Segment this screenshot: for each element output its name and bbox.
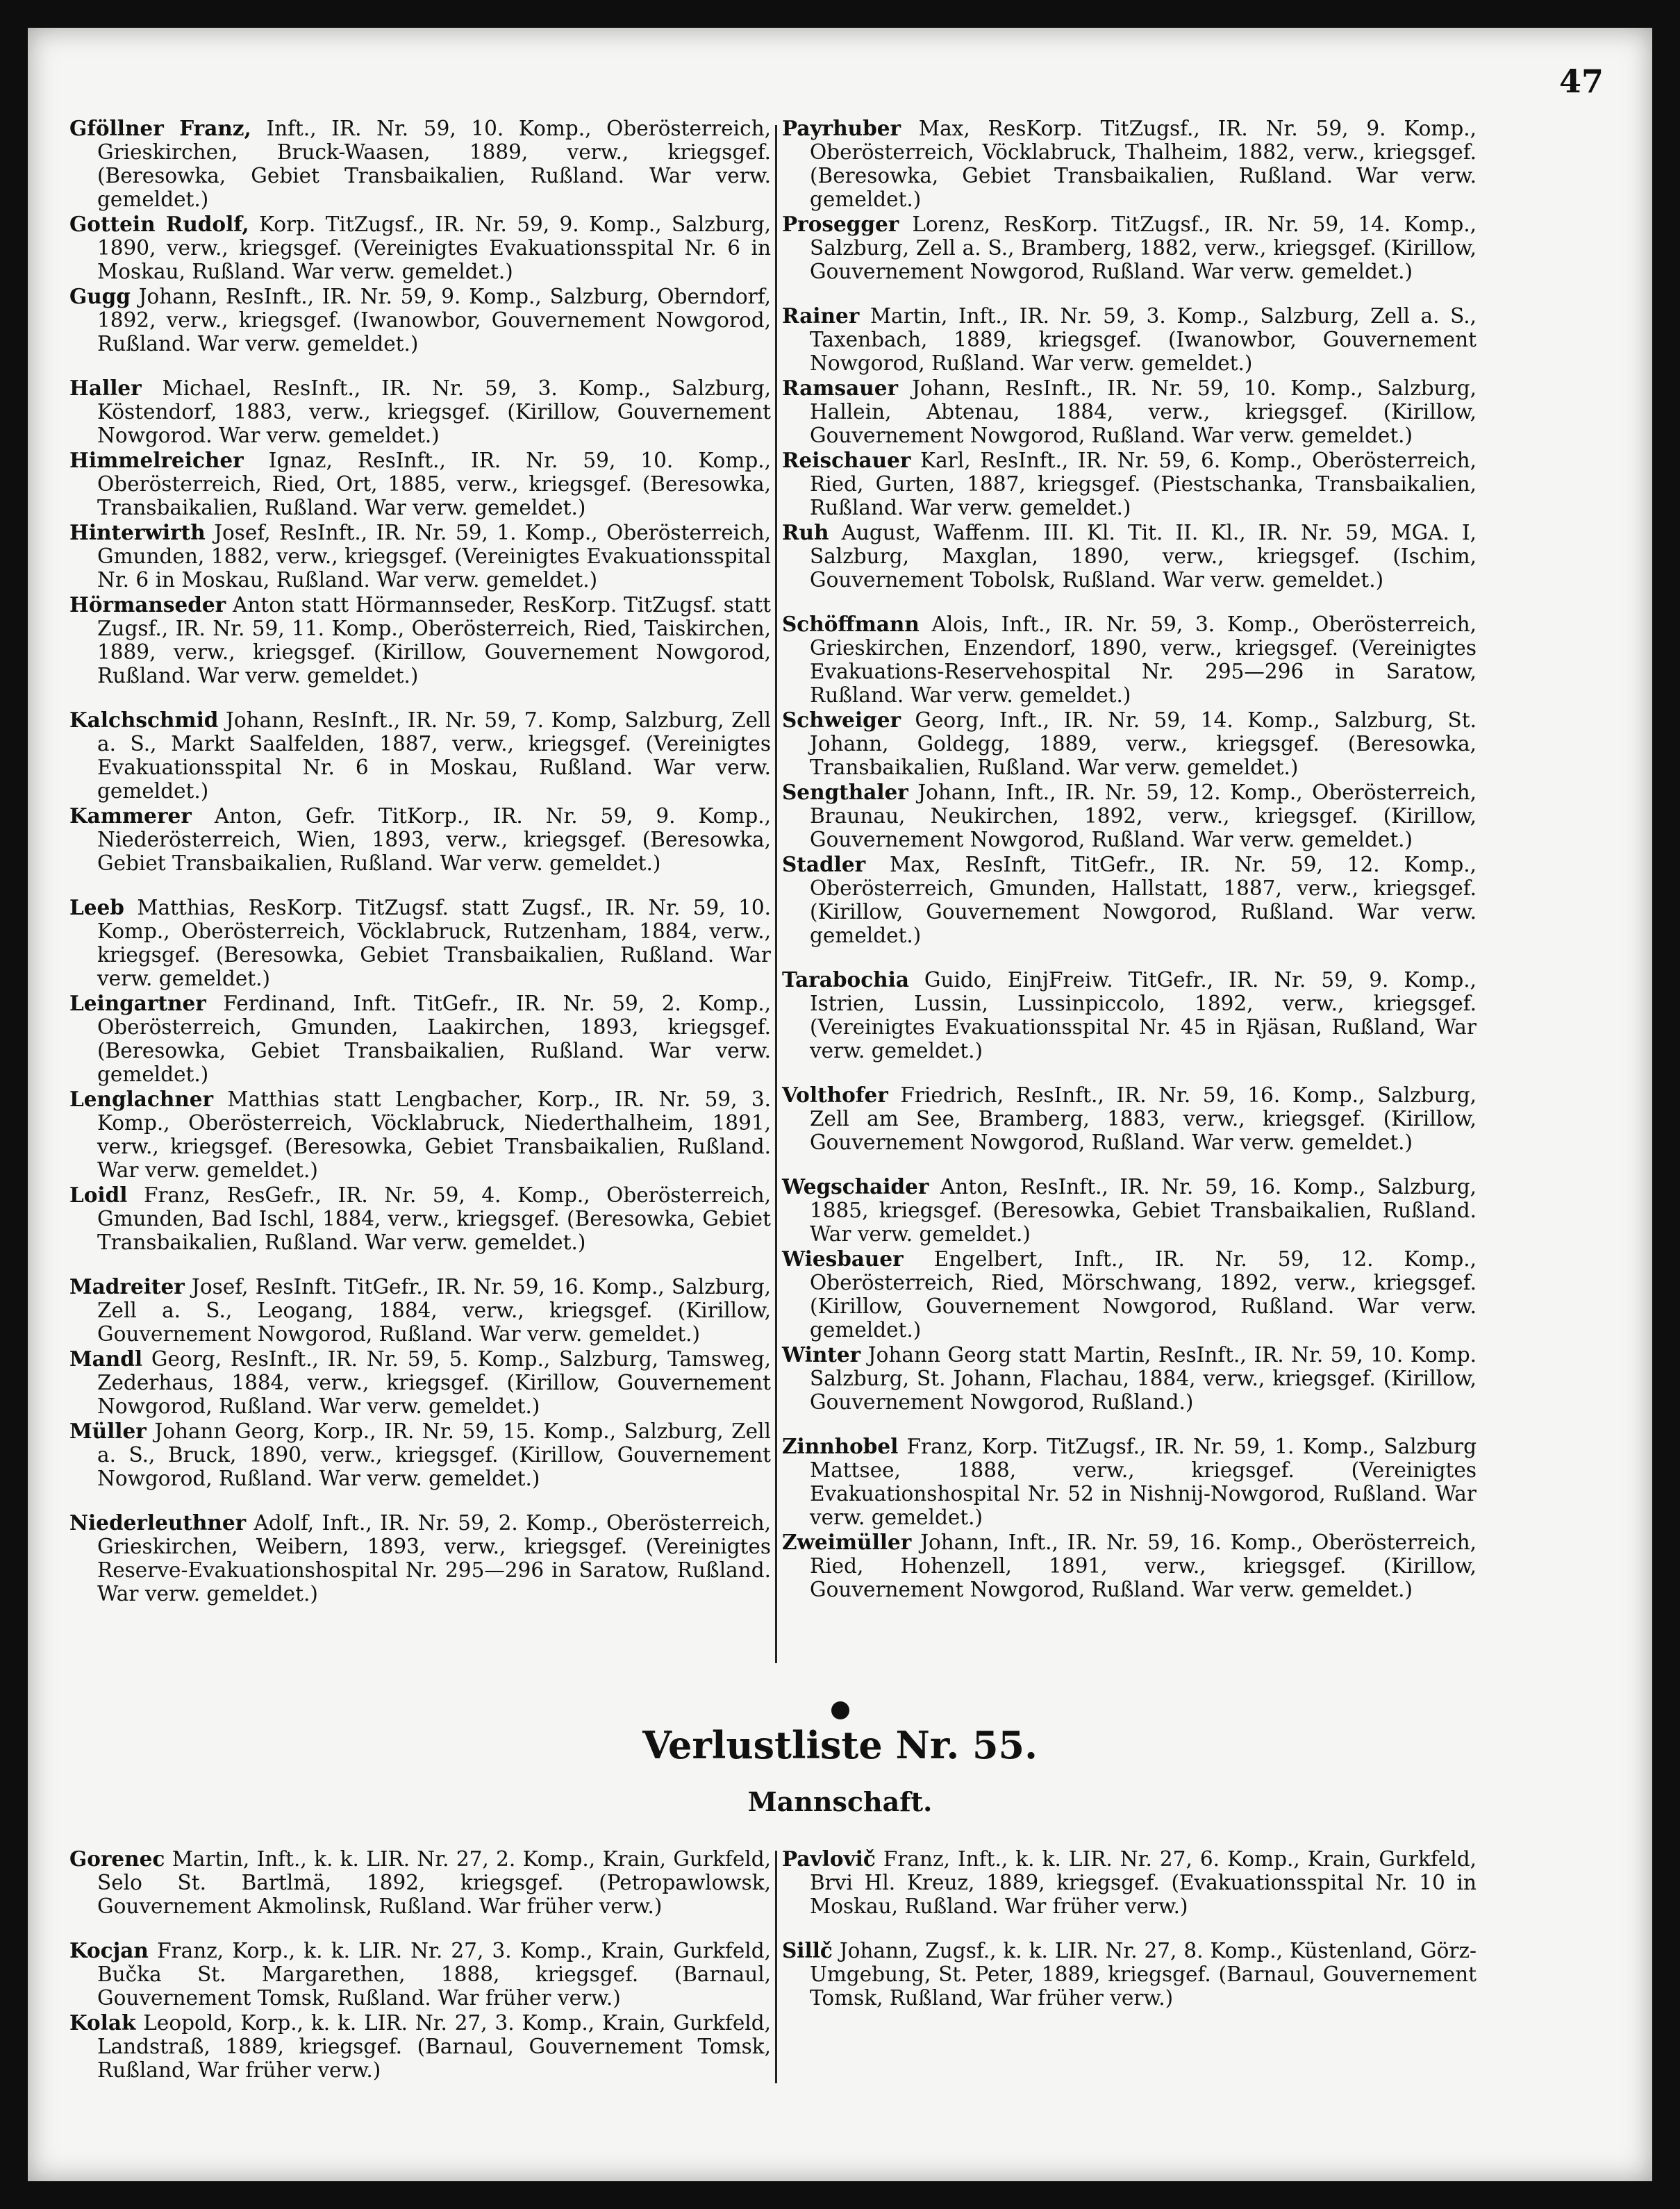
entry-details: Johann Georg statt Martin, ResInft., IR. Nr. 59, 10. Komp. Salzburg, St. Johann, Flachau, 1884, verw., kriegsgef. (Kirillow, Gouvernement Nowgorod, Rußland.) — [810, 1343, 1477, 1414]
entry-surname: Gottein Rudolf, — [69, 212, 249, 236]
casualty-entry — [782, 1847, 1477, 1918]
entry-details: Engelbert, Inft., IR. Nr. 59, 12. Komp., Oberösterreich, Ried, Mörschwang, 1892, verw., kriegsgef. (Kirillow, Gouvernement Nowgorod, Rußland. War verw. gemeldet.) — [810, 1247, 1477, 1342]
casualty-entry — [782, 304, 1477, 375]
entry-surname: Zinnhobel — [782, 1434, 899, 1458]
entry-surname: Haller — [69, 376, 142, 400]
page-number: 47 — [1558, 62, 1604, 100]
entry-surname: Hörmanseder — [69, 592, 226, 617]
entry-details: Max, ResInft, TitGefr., IR. Nr. 59, 12. Komp., Oberösterreich, Gmunden, Hallstatt, 1887, verw., kriegsgef. (Kirillow, Gouvernement Nowgorod, Rußland. War verw. gemeldet.) — [810, 853, 1477, 947]
casualty-entry — [69, 896, 771, 990]
entry-details: Michael, ResInft., IR. Nr. 59, 3. Komp., Salzburg, Köstendorf, 1883, verw., kriegsgef. (Kirillow, Gouvernement Nowgorod. War verw. gemeldet.) — [97, 376, 771, 447]
entry-surname: Zweimüller — [782, 1530, 912, 1554]
casualty-entry — [782, 376, 1477, 447]
entry-details: Josef, ResInft. TitGefr., IR. Nr. 59, 16. Komp., Salzburg, Zell a. S., Leogang, 1884, verw., kriegsgef. (Kirillow, Gouvernement Nowgorod, Rußland. War verw. gemeldet.) — [97, 1275, 771, 1346]
column-divider-2 — [775, 1851, 777, 2083]
right-column-2 — [782, 1847, 1477, 2011]
casualty-entry — [782, 1343, 1477, 1414]
entry-details: Max, ResKorp. TitZugsf., IR. Nr. 59, 9. Komp., Oberösterreich, Vöcklabruck, Thalheim, 1882, verw., kriegsgef. (Beresowka, Gebiet Transbaikalien, Rußland. War verw. gemeldet.) — [810, 117, 1477, 211]
casualty-entry — [782, 1083, 1477, 1154]
entry-surname: Ramsauer — [782, 376, 899, 400]
casualty-entry — [69, 1183, 771, 1254]
entry-details: Ferdinand, Inft. TitGefr., IR. Nr. 59, 2. Komp., Oberösterreich, Gmunden, Laakirchen, 1893, kriegsgef. (Beresowka, Gebiet Transbaikalien, Rußland. War verw. gemeldet.) — [97, 992, 771, 1086]
entry-surname: Winter — [782, 1342, 861, 1367]
casualty-entry — [782, 1247, 1477, 1342]
casualty-entry — [782, 1175, 1477, 1246]
casualty-entry — [782, 708, 1477, 779]
entry-details: Georg, Inft., IR. Nr. 59, 14. Komp., Salzburg, St. Johann, Goldegg, 1889, verw., kriegsgef. (Beresowka, Transbaikalien, Rußland. War verw. gemeldet.) — [810, 708, 1477, 779]
casualty-entry — [782, 449, 1477, 519]
casualty-entry — [69, 1347, 771, 1418]
entry-surname: Gugg — [69, 284, 131, 308]
entry-surname: Lenglachner — [69, 1087, 214, 1111]
entry-surname: Sillč — [782, 1938, 833, 1962]
casualty-entry — [69, 708, 771, 803]
casualty-entry — [782, 1531, 1477, 1601]
entry-surname: Gföllner Franz, — [69, 116, 251, 140]
entry-details: Johann Georg, Korp., IR. Nr. 59, 15. Komp., Salzburg, Zell a. S., Bruck, 1890, verw., kriegsgef. (Kirillow, Gouvernement Nowgorod, Rußland. War verw. gemeldet.) — [97, 1419, 771, 1490]
entry-surname: Leeb — [69, 895, 124, 919]
entry-details: Johann, ResInft., IR. Nr. 59, 9. Komp., Salzburg, Oberndorf, 1892, verw., kriegsgef. (Iwanowbor, Gouvernement Nowgorod, Rußland. War verw. gemeldet.) — [97, 285, 771, 356]
entry-details: Adolf, Inft., IR. Nr. 59, 2. Komp., Oberösterreich, Grieskirchen, Weibern, 1893, verw., kriegsgef. (Vereinigtes Reserve-Evakuationshospital Nr. 295—296 in Saratow, Rußland. War verw. gemeldet.) — [97, 1511, 771, 1606]
entry-details: Ignaz, ResInft., IR. Nr. 59, 10. Komp., Oberösterreich, Ried, Ort, 1885, verw., kriegsgef. (Beresowka, Transbaikalien, Rußland. War verw. gemeldet.) — [97, 449, 771, 519]
entry-surname: Prosegger — [782, 212, 899, 236]
casualty-entry — [69, 1511, 771, 1606]
entry-surname: Loidl — [69, 1183, 128, 1207]
entry-surname: Rainer — [782, 303, 860, 328]
casualty-entry — [69, 1939, 771, 2010]
entry-surname: Payrhuber — [782, 116, 901, 140]
casualty-entry — [782, 853, 1477, 947]
entry-details: Anton, ResInft., IR. Nr. 59, 16. Komp., Salzburg, 1885, kriegsgef. (Beresowka, Gebiet Transbaikalien, Rußland. War verw. gemeldet.) — [810, 1175, 1477, 1246]
left-column-2 — [69, 1847, 771, 2083]
entry-details: August, Waffenm. III. Kl. Tit. II. Kl., IR. Nr. 59, MGA. I, Salzburg, Maxglan, 1890, verw., kriegsgef. (Ischim, Gouvernement Tobolsk, Rußland. War verw. gemeldet.) — [810, 521, 1477, 592]
entry-surname: Madreiter — [69, 1274, 185, 1299]
entry-details: Anton, Gefr. TitKorp., IR. Nr. 59, 9. Komp., Niederösterreich, Wien, 1893, verw., kriegsgef. (Beresowka, Gebiet Transbaikalien, Rußland. War verw. gemeldet.) — [97, 804, 771, 875]
casualty-entry — [69, 117, 771, 211]
casualty-entry — [69, 376, 771, 447]
entry-surname: Kolak — [69, 2010, 136, 2035]
entry-surname: Ruh — [782, 520, 829, 544]
casualty-entry — [782, 521, 1477, 592]
entry-surname: Volthofer — [782, 1083, 888, 1107]
right-column — [782, 117, 1477, 1603]
entry-details: Martin, Inft., k. k. LIR. Nr. 27, 2. Komp., Krain, Gurkfeld, Selo St. Bartlmä, 1892, kriegsgef. (Petropawlowsk, Gouvernement Akmolinsk, Rußland. War früher verw.) — [97, 1847, 771, 1918]
entry-surname: Leingartner — [69, 991, 206, 1015]
entry-details: Franz, Inft., k. k. LIR. Nr. 27, 6. Komp., Krain, Gurkfeld, Brvi Hl. Kreuz, 1889, kriegsgef. (Evakuationsspital Nr. 10 in Moskau, Rußland. War früher verw.) — [810, 1847, 1477, 1918]
entry-details: Johann, ResInft., IR. Nr. 59, 10. Komp., Salzburg, Hallein, Abtenau, 1884, verw., kriegsgef. (Kirillow, Gouvernement Nowgorod, Rußland. War verw. gemeldet.) — [810, 376, 1477, 447]
entry-surname: Stadler — [782, 852, 866, 876]
entry-surname: Kalchschmid — [69, 708, 219, 732]
entry-surname: Niederleuthner — [69, 1510, 247, 1535]
left-column — [69, 117, 771, 1607]
entry-details: Korp. TitZugsf., IR. Nr. 59, 9. Komp., Salzburg, 1890, verw., kriegsgef. (Vereinigtes Evakuationsspital Nr. 6 in Moskau, Rußland. War verw. gemeldet.) — [97, 212, 771, 283]
casualty-entry — [69, 1847, 771, 1918]
entry-details: Georg, ResInft., IR. Nr. 59, 5. Komp., Salzburg, Tamsweg, Zederhaus, 1884, verw., kriegsgef. (Kirillow, Gouvernement Nowgorod, Rußland. War verw. gemeldet.) — [97, 1347, 771, 1418]
casualty-entry — [69, 992, 771, 1086]
casualty-entry — [69, 212, 771, 283]
entry-details: Inft., IR. Nr. 59, 10. Komp., Oberösterreich, Grieskirchen, Bruck-Waasen, 1889, verw., kriegsgef. (Beresowka, Gebiet Transbaikalien, Rußland. War verw. gemeldet.) — [97, 117, 771, 211]
casualty-entry — [69, 1087, 771, 1182]
casualty-entry — [69, 2011, 771, 2082]
casualty-entry — [69, 521, 771, 592]
entry-details: Anton statt Hörmannseder, ResKorp. TitZugsf. statt Zugsf., IR. Nr. 59, 11. Komp., Oberösterreich, Ried, Taiskirchen, 1889, verw., kriegsgef. (Kirillow, Gouvernement Nowgorod, Rußland. War verw. gemeldet.) — [97, 593, 771, 687]
entry-surname: Mandl — [69, 1347, 143, 1371]
entry-surname: Himmelreicher — [69, 448, 244, 472]
entry-surname: Gorenec — [69, 1847, 165, 1871]
entry-surname: Hinterwirth — [69, 520, 206, 544]
entry-details: Matthias statt Lengbacher, Korp., IR. Nr. 59, 3. Komp., Oberösterreich, Vöcklabruck, Niederthalheim, 1891, verw., kriegsgef. (Beresowka, Gebiet Transbaikalien, Rußland. War verw. gemeldet.) — [97, 1087, 771, 1182]
casualty-entry — [782, 968, 1477, 1062]
entry-details: Johann, Inft., IR. Nr. 59, 12. Komp., Oberösterreich, Braunau, Neukirchen, 1892, verw., kriegsgef. (Kirillow, Gouvernement Nowgorod, Rußland. War verw. gemeldet.) — [810, 781, 1477, 851]
entry-details: Leopold, Korp., k. k. LIR. Nr. 27, 3. Komp., Krain, Gurkfeld, Landstraß, 1889, kriegsgef. (Barnaul, Gouvernement Tomsk, Rußland, War früher verw.) — [97, 2011, 771, 2082]
casualty-entry — [782, 212, 1477, 283]
entry-details: Josef, ResInft., IR. Nr. 59, 1. Komp., Oberösterreich, Gmunden, 1882, verw., kriegsgef. (Vereinigtes Evakuationsspital Nr. 6 in Moskau, Rußland. War verw. gemeldet.) — [97, 521, 771, 592]
entry-details: Lorenz, ResKorp. TitZugsf., IR. Nr. 59, 14. Komp., Salzburg, Zell a. S., Bramberg, 1882, verw., kriegsgef. (Kirillow, Gouvernement Nowgorod, Rußland. War verw. gemeldet.) — [810, 212, 1477, 283]
entry-details: Johann, ResInft., IR. Nr. 59, 7. Komp, Salzburg, Zell a. S., Markt Saalfelden, 1887, verw., kriegsgef. (Vereinigtes Evakuationsspital Nr. 6 in Moskau, Rußland. War verw. gemeldet.) — [97, 708, 771, 803]
entry-surname: Kammerer — [69, 803, 192, 828]
entry-surname: Schweiger — [782, 708, 901, 732]
casualty-entry — [69, 1419, 771, 1490]
entry-surname: Pavlovič — [782, 1847, 876, 1871]
casualty-entry — [69, 1275, 771, 1346]
page — [28, 28, 1652, 2181]
entry-details: Martin, Inft., IR. Nr. 59, 3. Komp., Salzburg, Zell a. S., Taxenbach, 1889, kriegsgef. (Iwanowbor, Gouvernement Nowgorod, Rußland. War verw. gemeldet.) — [810, 304, 1477, 375]
entry-surname: Müller — [69, 1419, 147, 1443]
entry-surname: Kocjan — [69, 1938, 149, 1962]
entry-details: Johann, Inft., IR. Nr. 59, 16. Komp., Oberösterreich, Ried, Hohenzell, 1891, verw., kriegsgef. (Kirillow, Gouvernement Nowgorod, Rußland. War verw. gemeldet.) — [810, 1531, 1477, 1601]
casualty-entry — [782, 117, 1477, 211]
casualty-entry — [69, 449, 771, 519]
entry-surname: Wiesbauer — [782, 1247, 904, 1271]
entry-details: Johann, Zugsf., k. k. LIR. Nr. 27, 8. Komp., Küstenland, Görz-Umgebung, St. Peter, 1889, kriegsgef. (Barnaul, Gouvernement Tomsk, Rußland, War früher verw.) — [810, 1939, 1477, 2010]
entry-details: Guido, EinjFreiw. TitGefr., IR. Nr. 59, 9. Komp., Istrien, Lussin, Lussinpiccolo, 1892, verw., kriegsgef. (Vereinigtes Evakuationsspital Nr. 45 in Rjäsan, Rußland, War verw. gemeldet.) — [810, 968, 1477, 1062]
section-title: Verlustliste Nr. 55. — [642, 1723, 1038, 1767]
entry-details: Franz, ResGefr., IR. Nr. 59, 4. Komp., Oberösterreich, Gmunden, Bad Ischl, 1884, verw., kriegsgef. (Beresowka, Gebiet Transbaikalien, Rußland. War verw. gemeldet.) — [97, 1183, 771, 1254]
casualty-entry — [782, 612, 1477, 707]
casualty-entry — [782, 1435, 1477, 1529]
entry-details: Matthias, ResKorp. TitZugsf. statt Zugsf., IR. Nr. 59, 10. Komp., Oberösterreich, Vöcklabruck, Rutzenham, 1884, verw., kriegsgef. (Beresowka, Gebiet Transbaikalien, Rußland. War verw. gemeldet.) — [97, 896, 771, 990]
casualty-entry — [782, 781, 1477, 851]
section-subtitle: Mannschaft. — [747, 1786, 933, 1817]
entry-details: Friedrich, ResInft., IR. Nr. 59, 16. Komp., Salzburg, Zell am See, Bramberg, 1883, verw., kriegsgef. (Kirillow, Gouvernement Nowgorod, Rußland. War verw. gemeldet.) — [810, 1083, 1477, 1154]
entry-details: Karl, ResInft., IR. Nr. 59, 6. Komp., Oberösterreich, Ried, Gurten, 1887, kriegsgef. (Piestschanka, Transbaikalien, Rußland. War verw. gemeldet.) — [810, 449, 1477, 519]
casualty-entry — [69, 804, 771, 875]
section-header — [28, 1701, 1652, 1817]
column-divider — [775, 125, 777, 1663]
entry-surname: Tarabochia — [782, 967, 909, 992]
entry-surname: Sengthaler — [782, 780, 908, 804]
casualty-entry — [782, 1939, 1477, 2010]
entry-surname: Reischauer — [782, 448, 911, 472]
casualty-entry — [69, 593, 771, 687]
entry-surname: Wegschaider — [782, 1174, 929, 1199]
entry-details: Franz, Korp. TitZugsf., IR. Nr. 59, 1. Komp., Salzburg Mattsee, 1888, verw., kriegsgef. (Vereinigtes Evakuationshospital Nr. 52 in Nishnij-Nowgorod, Rußland. War verw. gemeldet.) — [810, 1435, 1477, 1529]
entry-details: Alois, Inft., IR. Nr. 59, 3. Komp., Oberösterreich, Grieskirchen, Enzendorf, 1890, verw., kriegsgef. (Vereinigtes Evakuations-Reservehospital Nr. 295—296 in Saratow, Rußland. War verw. gemeldet.) — [810, 612, 1477, 707]
casualty-entry — [69, 285, 771, 356]
bullet-dot-icon — [831, 1701, 849, 1719]
entry-surname: Schöffmann — [782, 612, 920, 636]
entry-details: Franz, Korp., k. k. LIR. Nr. 27, 3. Komp., Krain, Gurkfeld, Bučka St. Margarethen, 1888, kriegsgef. (Barnaul, Gouvernement Tomsk, Rußland. War früher verw.) — [97, 1939, 771, 2010]
